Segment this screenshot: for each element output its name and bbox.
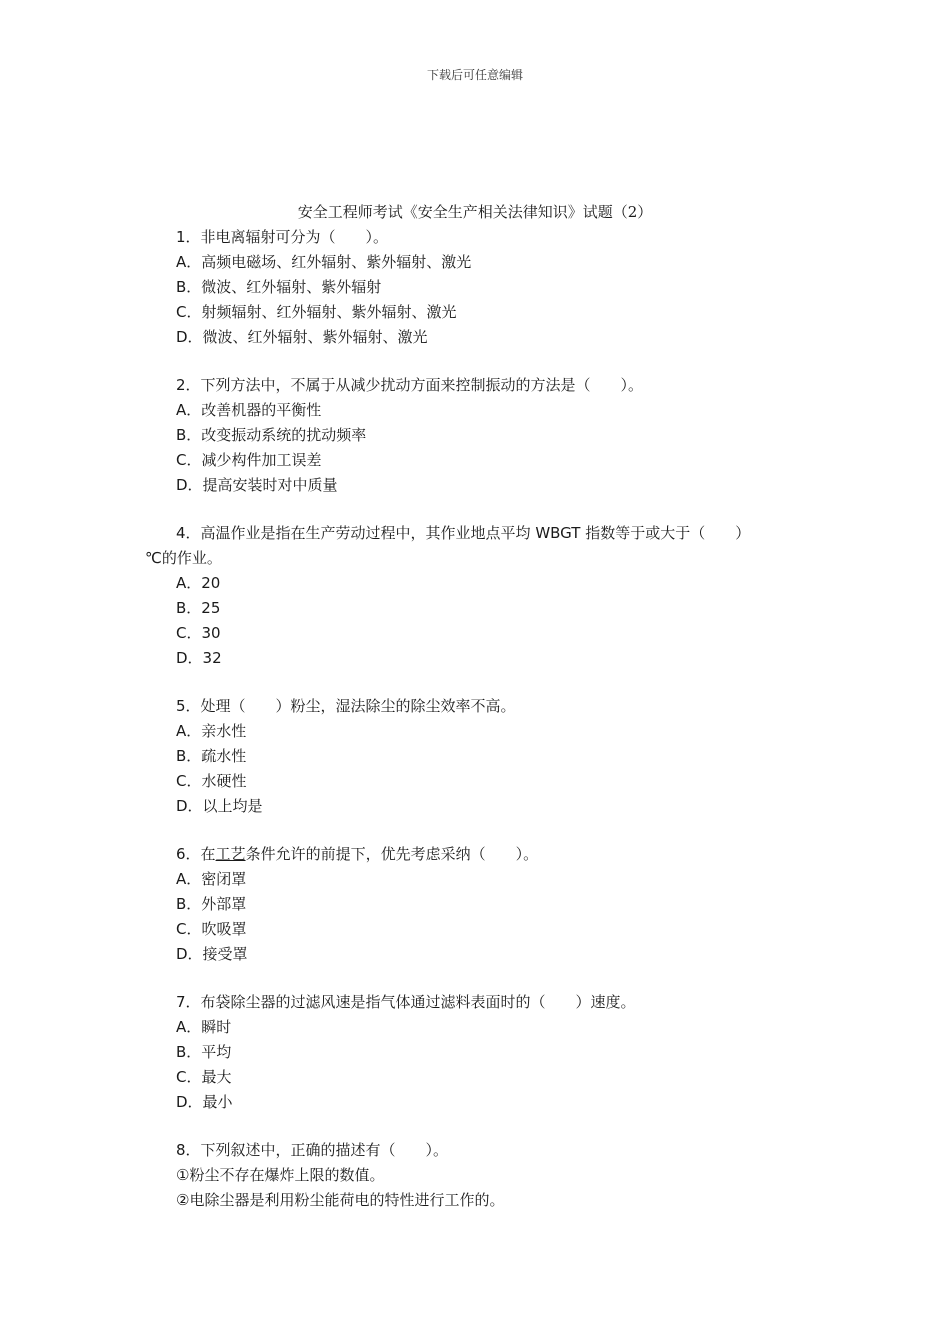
question-stem: 8．下列叙述中，正确的描述有（ ）。 bbox=[176, 1141, 449, 1159]
option-c: C．吹吸罩 bbox=[176, 920, 247, 938]
question-stem: 2．下列方法中，不属于从减少扰动方面来控制振动的方法是（ ）。 bbox=[176, 376, 644, 394]
question-2 bbox=[0, 373, 950, 498]
option-c: C．射频辐射、红外辐射、紫外辐射、激光 bbox=[176, 303, 457, 321]
option-b: B．平均 bbox=[176, 1043, 232, 1061]
option-b: B．疏水性 bbox=[176, 747, 247, 765]
question-4 bbox=[0, 521, 950, 671]
option-b: B．外部罩 bbox=[176, 895, 247, 913]
question-list bbox=[0, 225, 950, 1213]
option-c: C．30 bbox=[176, 624, 221, 642]
option-d: D．微波、红外辐射、紫外辐射、激光 bbox=[176, 328, 428, 346]
option-a: A．亲水性 bbox=[176, 722, 247, 740]
option-c: C．减少构件加工误差 bbox=[176, 451, 322, 469]
underlined-term-link[interactable]: 工艺 bbox=[215, 845, 246, 863]
question-5 bbox=[0, 694, 950, 819]
question-stem-suffix: 条件允许的前提下，优先考虑采纳（ ）。 bbox=[245, 845, 539, 863]
statement-1: ①粉尘不存在爆炸上限的数值。 bbox=[176, 1166, 385, 1184]
statement-2: ②电除尘器是利用粉尘能荷电的特性进行工作的。 bbox=[176, 1191, 505, 1209]
option-a: A．密闭罩 bbox=[176, 870, 247, 888]
option-b: B．微波、红外辐射、紫外辐射 bbox=[176, 278, 382, 296]
question-stem-prefix: 6．在 bbox=[176, 845, 216, 863]
option-c: C．水硬性 bbox=[176, 772, 247, 790]
question-stem: 5．处理（ ）粉尘，湿法除尘的除尘效率不高。 bbox=[176, 697, 516, 715]
question-6 bbox=[0, 842, 950, 967]
question-stem-continued: ℃的作业。 bbox=[145, 549, 222, 567]
option-d: D．最小 bbox=[176, 1093, 233, 1111]
question-stem: 7．布袋除尘器的过滤风速是指气体通过滤料表面时的（ ）速度。 bbox=[176, 993, 636, 1011]
question-stem bbox=[0, 842, 950, 867]
option-b: B．25 bbox=[176, 599, 221, 617]
page-header: 下载后可任意编辑 bbox=[426, 68, 523, 82]
page-title: 安全工程师考试《安全生产相关法律知识》试题（2） bbox=[297, 203, 653, 221]
question-1 bbox=[0, 225, 950, 350]
option-a: A．改善机器的平衡性 bbox=[176, 401, 322, 419]
option-a: A．高频电磁场、红外辐射、紫外辐射、激光 bbox=[176, 253, 472, 271]
option-c: C．最大 bbox=[176, 1068, 232, 1086]
question-7 bbox=[0, 990, 950, 1115]
question-stem: 1．非电离辐射可分为（ ）。 bbox=[176, 228, 389, 246]
question-8 bbox=[0, 1138, 950, 1213]
option-d: D．32 bbox=[176, 649, 222, 667]
option-d: D．以上均是 bbox=[176, 797, 263, 815]
option-a: A．20 bbox=[176, 574, 221, 592]
option-b: B．改变振动系统的扰动频率 bbox=[176, 426, 367, 444]
option-a: A．瞬时 bbox=[176, 1018, 232, 1036]
question-stem: 4．高温作业是指在生产劳动过程中，其作业地点平均 WBGT 指数等于或大于（ ） bbox=[176, 524, 751, 542]
option-d: D．接受罩 bbox=[176, 945, 248, 963]
option-d: D．提高安装时对中质量 bbox=[176, 476, 338, 494]
